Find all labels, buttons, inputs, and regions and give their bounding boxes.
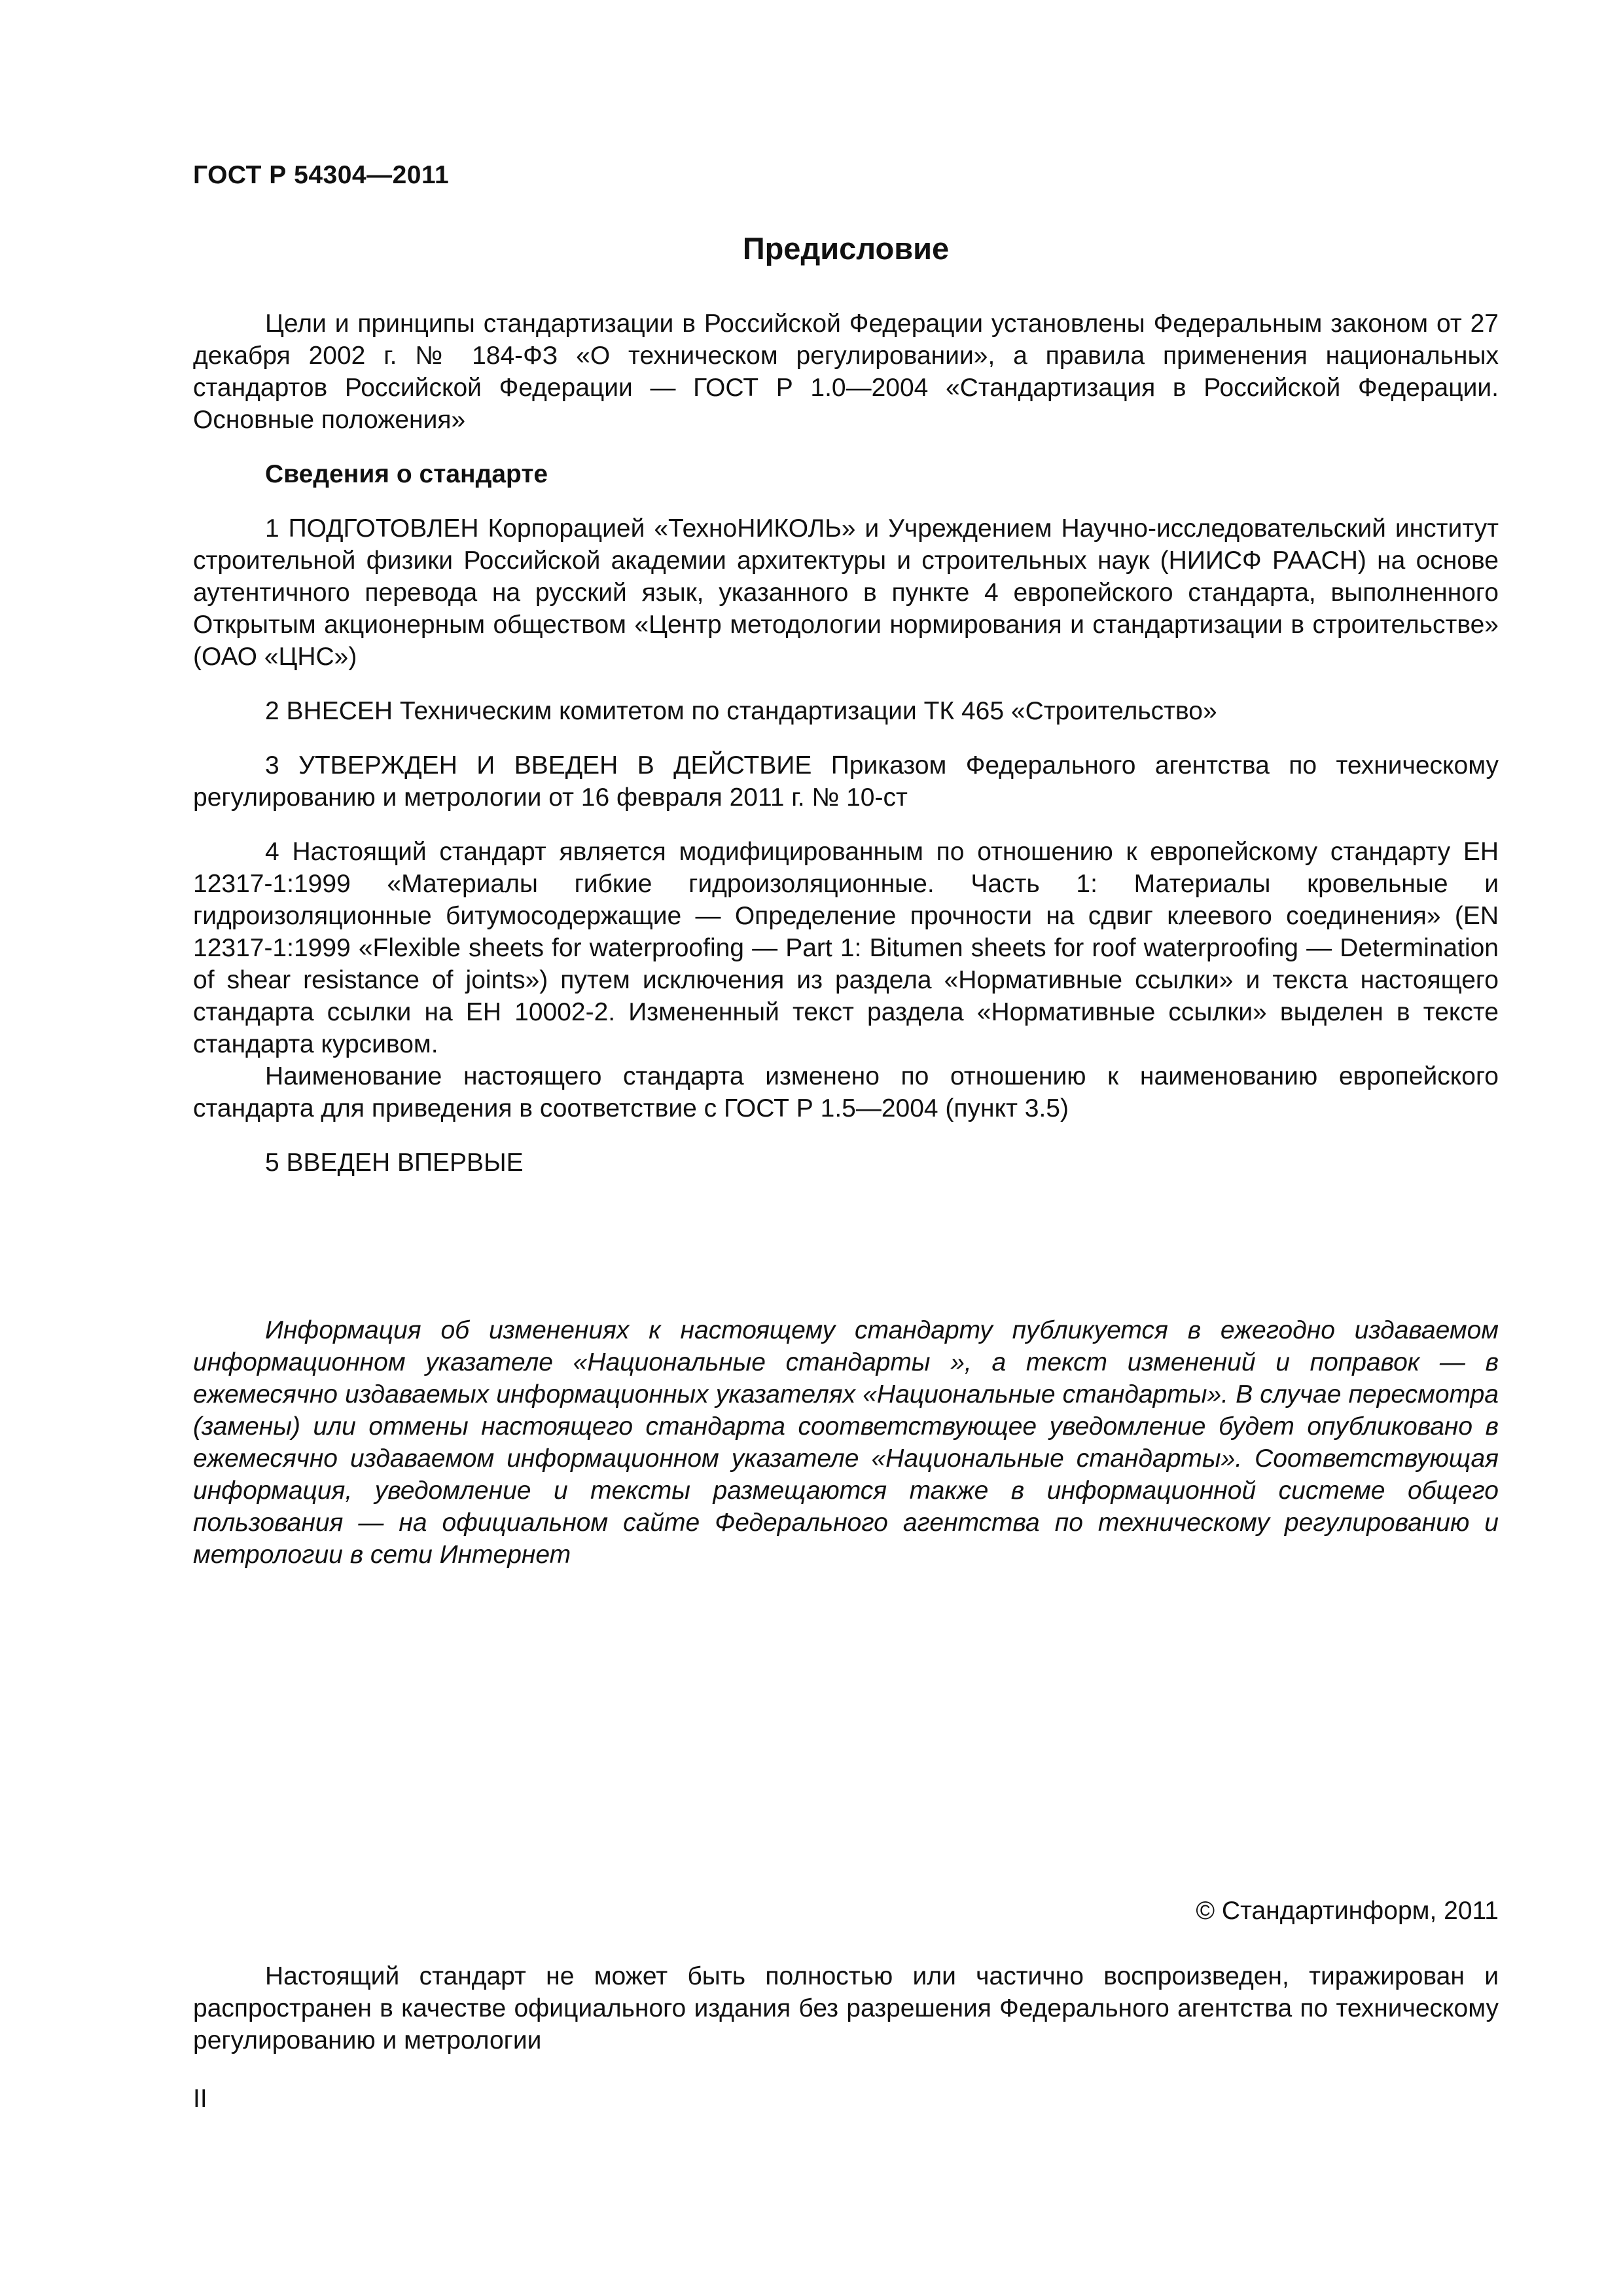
item-approved: 3 УТВЕРЖДЕН И ВВЕДЕН В ДЕЙСТВИЕ Приказом Федерального агентства по техническому регулированию и метрологии от 16 февраля 2011 г. № 10-ст: [193, 751, 1499, 812]
rights-statement: Настоящий стандарт не может быть полностью или частично воспроизведен, тиражирован и распространен в качестве официального издания без разрешения Федерального агентства по техническому регулированию и метрологии: [193, 1962, 1499, 2054]
page-number: II: [193, 2085, 207, 2113]
item-modification: 4 Настоящий стандарт является модифицированным по отношению к европейскому стандарту ЕН 12317-1:1999 «Материалы гибкие гидроизоляционные. Часть 1: Материалы кровельные и гидроизоляционные битумосодержащие — Определение прочности на сдвиг клеевого соединения» (EN 12317-1:1999 «Flexible sheets for waterproofing — Part 1: Bitumen sheets for roof waterproofing — Determination of shear resistance of joints») путем исключения из раздела «Нормативные ссылки» и текста настоящего стандарта ссылки на ЕН 10002-2. Измененный текст раздела «Нормативные ссылки» выделен в тексте стандарта курсивом.: [193, 838, 1499, 1058]
foreword-body: [193, 308, 1499, 1179]
section-heading: Сведения о стандарте: [265, 460, 548, 488]
change-notice: Информация об изменениях к настоящему стандарту публикуется в ежегодно издаваемом информационном указателе «Национальные стандарты », а текст изменений и поправок — в ежемесячно издаваемых информационных указателях «Национальные стандарты». В случае пересмотра (замены) или отмены настоящего стандарта соответствующее уведомление будет опубликовано в ежемесячно издаваемом информационном указателе «Национальные стандарты». Соответствующая информация, уведомление и тексты размещаются также в информационной системе общего пользования — на официальном сайте Федерального агентства по техническому регулированию и метрологии в сети Интернет: [193, 1316, 1499, 1569]
intro-paragraph: Цели и принципы стандартизации в Российской Федерации установлены Федеральным законом от 27 декабря 2002 г. № 184-ФЗ «О техническом регулировании», а правила применения национальных стандартов Российской Федерации — ГОСТ Р 1.0—2004 «Стандартизация в Российской Федерации. Основные положения»: [193, 310, 1499, 434]
item-prepared: 1 ПОДГОТОВЛЕН Корпорацией «ТехноНИКОЛЬ» и Учреждением Научно-исследовательский институт строительной физики Российской академии архитектуры и строительных наук (НИИСФ РААСН) на основе аутентичного перевода на русский язык, указанного в пункте 4 европейского стандарта, выполненного Открытым акционерным обществом «Центр методологии нормирования и стандартизации в строительстве» (ОАО «ЦНС»): [193, 514, 1499, 671]
copyright: © Стандартинформ, 2011: [1196, 1897, 1499, 1925]
item-name-change: Наименование настоящего стандарта изменено по отношению к наименованию европейского стандарта для приведения в соответствие с ГОСТ Р 1.5—2004 (пункт 3.5): [193, 1062, 1499, 1122]
page-title: Предисловие: [742, 231, 950, 266]
item-first-introduced: 5 ВВЕДЕН ВПЕРВЫЕ: [265, 1149, 524, 1177]
item-introduced: 2 ВНЕСЕН Техническим комитетом по стандартизации ТК 465 «Строительство»: [265, 697, 1217, 725]
document-id: ГОСТ Р 54304—2011: [193, 161, 450, 189]
